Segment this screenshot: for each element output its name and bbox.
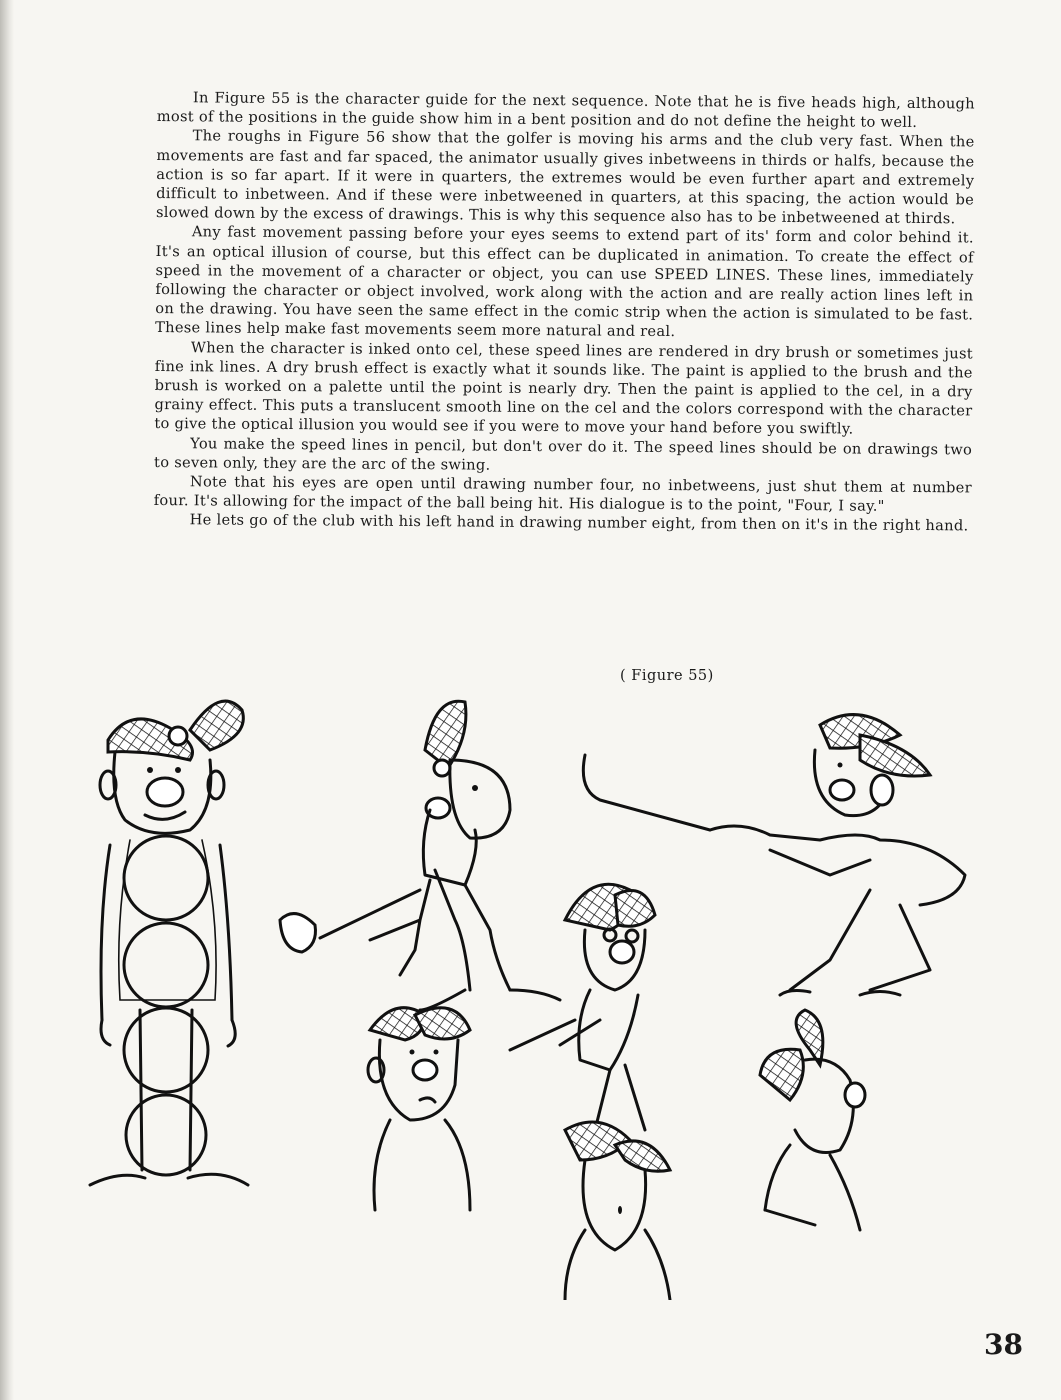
paragraph: You make the speed lines in pencil, but don't over do it. The speed lines should be on drawings two to seven only, they are the arc of the swing. (153, 434, 973, 474)
page-number: 38 (984, 1328, 1023, 1361)
golfer-construction-guide (90, 701, 248, 1185)
figure-caption: ( Figure 55) (620, 668, 714, 684)
golfer-swing-pose (583, 715, 965, 995)
paragraph: He lets go of the club with his left hand in drawing number eight, from then on it's in the right hand. (189, 511, 969, 535)
page-binding-shadow (0, 0, 14, 1400)
golfer-head-back-view (565, 1122, 670, 1300)
paragraph: The roughs in Figure 56 show that the golfer is moving his arms and the club very fast. When the movements are fast and far spaced, the animator usually gives inbetweens in thirds or halfs, because the action is so far apart. If it were in quarters, the extremes would be even further apart and extremely difficult to inbetween. And if these were inbetweened in quarters, at this spacing, the action would be slowed down by the excess of drawings. This is why this sequence also has to be inbetweened at thirds. (155, 127, 975, 228)
paragraph: Note that his eyes are open until drawing number four, no inbetweens, just shut them at number four. It's allowing for the impact of the ball being hit. His dialogue is to the point, "Four, I say." (153, 473, 972, 515)
golfer-side-profile (760, 1010, 865, 1230)
paragraph: When the character is inked onto cel, these speed lines are rendered in dry brush or sometimes just fine ink lines. A dry brush effect is exactly what it sounds like. The paint is applied to the brush and the brush is worked on a palette until the point is nearly dry. Then the paint is applied to the cel, in a dry grainy effect. This puts a translucent smooth line on the cel and the colors correspond with the character to give the optical illusion you would see if you were to move your hand before you swiftly. (154, 338, 974, 438)
body-text (154, 88, 975, 536)
paragraph: In Figure 55 is the character guide for the next sequence. Note that he is five heads high, although most of the positions in the guide show him in a bent position and do not define the height to well. (156, 89, 975, 132)
paragraph: Any fast movement passing before your eyes seems to extend part of its' form and color behind it. It's an optical illusion of course, but this effect can be duplicated in animation. To create the effect of speed in the movement of a character or object, you can use SPEED LINES. These lines, immediately following the character or object involved, work along with the action and are really action lines left in on the drawing. You have seen the same effect in the comic strip when the action is simulated to be fast. These lines help make fast movements seem more natural and real. (155, 223, 974, 341)
character-guide-illustration (70, 690, 990, 1300)
golfer-head-frown (368, 1008, 470, 1210)
golfer-front-view (510, 884, 655, 1130)
golfer-address-pose (280, 701, 560, 1010)
